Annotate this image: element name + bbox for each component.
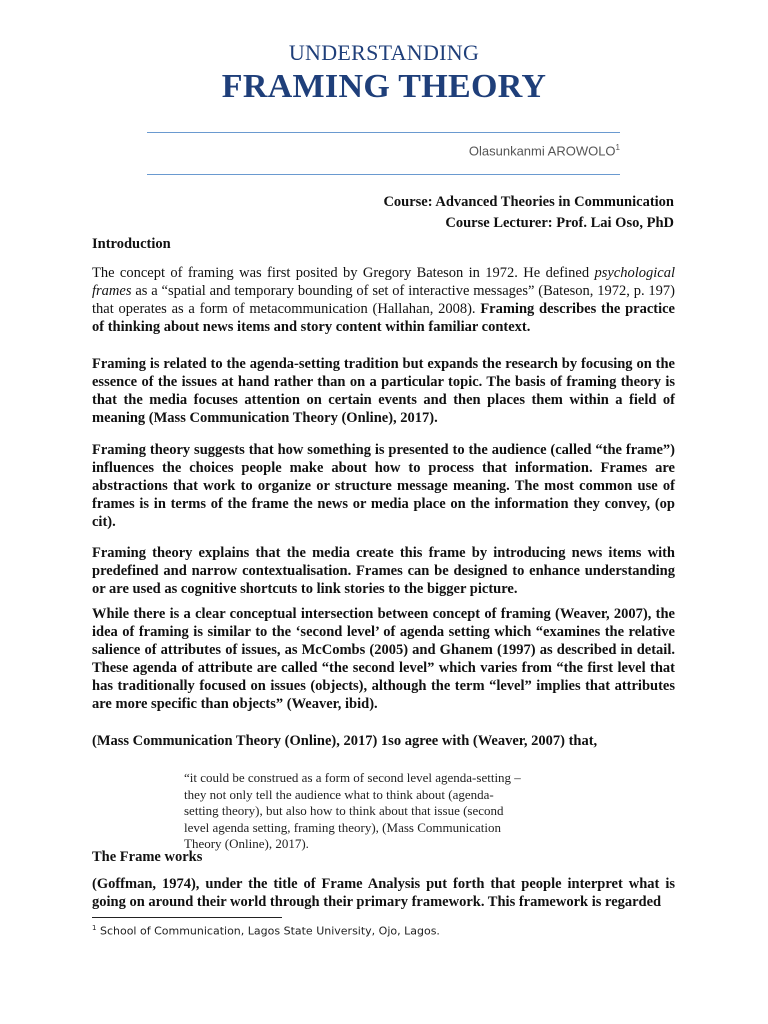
paragraph-intro-1 bbox=[92, 264, 675, 336]
title-line-1: UNDERSTANDING bbox=[288, 40, 480, 65]
author-footnote-mark: 1 bbox=[615, 143, 620, 152]
intro-1-italic: psychological frames bbox=[92, 265, 675, 299]
title-divider-bottom bbox=[147, 174, 620, 175]
paragraph-intro-6: (Mass Communication Theory (Online), 2017) 1so agree with (Weaver, 2007) that, bbox=[92, 733, 598, 749]
section-heading-introduction: Introduction bbox=[92, 236, 171, 252]
author-text: Olasunkanmi AROWOLO bbox=[468, 143, 616, 159]
course-lecturer: Course Lecturer: Prof. Lai Oso, PhD bbox=[445, 215, 674, 231]
paragraph-intro-4: Framing theory explains that the media create this frame by introducing news items with predefined and narrow contextualisation. Frames can be designed to enhance understanding or are used as cognitive shortcuts to link stories to the bigger picture. bbox=[92, 545, 675, 597]
footnote-mark: 1 bbox=[92, 924, 97, 932]
course-title: Course: Advanced Theories in Communication bbox=[383, 194, 674, 210]
section-heading-frame-works: The Frame works bbox=[92, 849, 203, 865]
intro-1-text-b: as a “spatial and temporary bounding of set of interactive messages” (Bateson, 1972, p. 197) that operates as a form of metacommunication (Hallahan, 2008). bbox=[92, 283, 675, 317]
paragraph-intro-3: Framing theory suggests that how something is presented to the audience (called “the frame”) influences the choices people make about how to process that information. Frames are abstractions that work to organize or structure message meaning. The most common use of frames is in terms of the frame the news or media place on the information they convey, (op cit). bbox=[92, 442, 675, 530]
title-divider-top bbox=[147, 132, 620, 133]
footnote-text: School of Communication, Lagos State University, Ojo, Lagos. bbox=[96, 924, 440, 938]
document-title: FRAMING THEORY bbox=[221, 68, 547, 105]
paragraph-intro-5: While there is a clear conceptual intersection between concept of framing (Weaver, 2007), the idea of framing is similar to the ‘second level’ of agenda setting which “examines the relative salience of attributes of issues, as McCombs (2005) and Ghanem (1997) as described in detail. These agenda of attribute are called “the second level” which varies from “the first level that has traditionally focused on issues (objects), although the term “level” implies that attributes are more specific than objects” (Weaver, ibid). bbox=[92, 606, 675, 712]
intro-1-text-a: The concept of framing was first posited by Gregory Bateson in 1972. He defined bbox=[92, 265, 595, 281]
footnote bbox=[92, 924, 440, 938]
paragraph-intro-2: Framing is related to the agenda-setting tradition but expands the research by focusing on the essence of the issues at hand rather than on a particular topic. The basis of framing theory is that the media focuses attention on certain events and then places them within a field of meaning (Mass Communication Theory (Online), 2017). bbox=[92, 356, 675, 426]
intro-1-bold: Framing describes the practice of thinking about news items and story content within familiar context. bbox=[92, 301, 675, 335]
footnote-divider bbox=[92, 917, 282, 918]
block-quote: “it could be construed as a form of second level agenda-setting – they not only tell the audience what to think about (agenda-setting theory), but also how to think about that issue (second level agenda setting, framing theory), (Mass Communication Theory (Online), 2017). bbox=[184, 770, 521, 851]
paragraph-frame-works-1: (Goffman, 1974), under the title of Frame Analysis put forth that people interpret what is going on around their world through their primary framework. This framework is regarded bbox=[92, 876, 675, 910]
author-name bbox=[469, 143, 620, 158]
